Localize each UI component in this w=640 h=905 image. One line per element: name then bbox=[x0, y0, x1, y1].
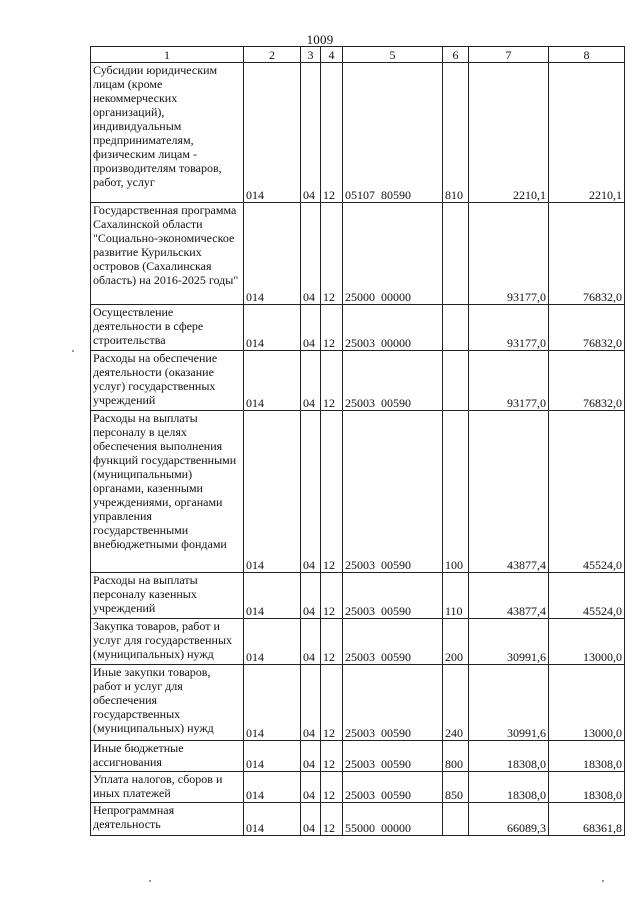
article-code-a: 25003 bbox=[345, 558, 375, 572]
article-code-b: 00590 bbox=[381, 604, 411, 618]
row-name: Закупка товаров, работ и услуг для государственных (муниципальных) нужд bbox=[91, 619, 244, 665]
table-row bbox=[91, 203, 625, 305]
article-code bbox=[343, 573, 443, 619]
table-row bbox=[91, 619, 625, 665]
column-header: 2 bbox=[244, 47, 301, 63]
amount-year-1: 66089,3 bbox=[469, 803, 549, 836]
amount-year-1: 30991,6 bbox=[469, 665, 549, 741]
section-code: 04 bbox=[301, 305, 321, 351]
article-code-a: 25003 bbox=[345, 788, 375, 802]
ministry-code: 014 bbox=[244, 772, 301, 803]
article-code bbox=[343, 203, 443, 305]
article-code-b: 00590 bbox=[381, 650, 411, 664]
article-code-a: 25003 bbox=[345, 757, 375, 771]
amount-year-2: 18308,0 bbox=[549, 772, 625, 803]
article-code-b: 00000 bbox=[381, 821, 411, 835]
subsection-code: 12 bbox=[321, 63, 343, 203]
column-header: 6 bbox=[443, 47, 469, 63]
table-row bbox=[91, 665, 625, 741]
section-code: 04 bbox=[301, 665, 321, 741]
row-name: Расходы на обеспечение деятельности (оказание услуг) государственных учреждений bbox=[91, 351, 244, 411]
column-header: 5 bbox=[343, 47, 443, 63]
expense-type-code: 810 bbox=[443, 63, 469, 203]
scan-speck bbox=[149, 880, 151, 882]
expense-type-code bbox=[443, 351, 469, 411]
amount-year-2: 13000,0 bbox=[549, 619, 625, 665]
amount-year-1: 18308,0 bbox=[469, 772, 549, 803]
section-code: 04 bbox=[301, 619, 321, 665]
article-code-b: 00590 bbox=[381, 788, 411, 802]
amount-year-2: 13000,0 bbox=[549, 665, 625, 741]
table-row bbox=[91, 411, 625, 573]
article-code-a: 25003 bbox=[345, 604, 375, 618]
expense-type-code: 200 bbox=[443, 619, 469, 665]
amount-year-1: 93177,0 bbox=[469, 305, 549, 351]
section-code: 04 bbox=[301, 803, 321, 836]
article-code-a: 25003 bbox=[345, 650, 375, 664]
article-code bbox=[343, 619, 443, 665]
section-code: 04 bbox=[301, 741, 321, 772]
subsection-code: 12 bbox=[321, 772, 343, 803]
expense-type-code bbox=[443, 305, 469, 351]
article-code-a: 25000 bbox=[345, 290, 375, 304]
table-row bbox=[91, 741, 625, 772]
article-code bbox=[343, 741, 443, 772]
table-row bbox=[91, 305, 625, 351]
ministry-code: 014 bbox=[244, 803, 301, 836]
column-header: 4 bbox=[321, 47, 343, 63]
row-name: Расходы на выплаты персоналу в целях обеспечения выполнения функций государственными (муниципальными) органами, казенными учреждениями, органами управления государственными внебюджетными фондами bbox=[91, 411, 244, 573]
header-row bbox=[91, 47, 625, 63]
amount-year-1: 2210,1 bbox=[469, 63, 549, 203]
row-name: Непрограммная деятельность bbox=[91, 803, 244, 836]
table-row bbox=[91, 351, 625, 411]
table-row bbox=[91, 63, 625, 203]
section-code: 04 bbox=[301, 203, 321, 305]
row-name: Осуществление деятельности в сфере строительства bbox=[91, 305, 244, 351]
article-code bbox=[343, 772, 443, 803]
amount-year-1: 93177,0 bbox=[469, 203, 549, 305]
table-row bbox=[91, 772, 625, 803]
row-name: Уплата налогов, сборов и иных платежей bbox=[91, 772, 244, 803]
table-row bbox=[91, 803, 625, 836]
section-code: 04 bbox=[301, 411, 321, 573]
ministry-code: 014 bbox=[244, 665, 301, 741]
row-name: Иные закупки товаров, работ и услуг для обеспечения государственных (муниципальных) нужд bbox=[91, 665, 244, 741]
article-code-b: 00000 bbox=[381, 290, 411, 304]
row-name: Иные бюджетные ассигнования bbox=[91, 741, 244, 772]
ministry-code: 014 bbox=[244, 573, 301, 619]
subsection-code: 12 bbox=[321, 573, 343, 619]
subsection-code: 12 bbox=[321, 411, 343, 573]
ministry-code: 014 bbox=[244, 63, 301, 203]
subsection-code: 12 bbox=[321, 351, 343, 411]
article-code-b: 00590 bbox=[381, 396, 411, 410]
table-row bbox=[91, 573, 625, 619]
article-code-a: 25003 bbox=[345, 726, 375, 740]
section-code: 04 bbox=[301, 351, 321, 411]
ministry-code: 014 bbox=[244, 351, 301, 411]
amount-year-1: 43877,4 bbox=[469, 573, 549, 619]
row-name: Расходы на выплаты персоналу казенных учреждений bbox=[91, 573, 244, 619]
row-name: Государственная программа Сахалинской области "Социально-экономическое развитие Курильских островов (Сахалинская область) на 2016-2025 годы" bbox=[91, 203, 244, 305]
ministry-code: 014 bbox=[244, 411, 301, 573]
expense-type-code: 850 bbox=[443, 772, 469, 803]
amount-year-2: 18308,0 bbox=[549, 741, 625, 772]
ministry-code: 014 bbox=[244, 305, 301, 351]
article-code bbox=[343, 803, 443, 836]
article-code-a: 55000 bbox=[345, 821, 375, 835]
amount-year-2: 76832,0 bbox=[549, 203, 625, 305]
amount-year-1: 93177,0 bbox=[469, 351, 549, 411]
article-code bbox=[343, 351, 443, 411]
article-code-b: 00590 bbox=[381, 726, 411, 740]
column-header: 7 bbox=[469, 47, 549, 63]
column-header: 1 bbox=[91, 47, 244, 63]
column-header: 3 bbox=[301, 47, 321, 63]
amount-year-2: 68361,8 bbox=[549, 803, 625, 836]
expense-type-code: 100 bbox=[443, 411, 469, 573]
section-code: 04 bbox=[301, 63, 321, 203]
article-code-b: 00000 bbox=[381, 336, 411, 350]
section-code: 04 bbox=[301, 772, 321, 803]
subsection-code: 12 bbox=[321, 203, 343, 305]
article-code bbox=[343, 411, 443, 573]
column-header: 8 bbox=[549, 47, 625, 63]
expense-type-code: 800 bbox=[443, 741, 469, 772]
ministry-code: 014 bbox=[244, 741, 301, 772]
expense-type-code: 110 bbox=[443, 573, 469, 619]
expense-type-code bbox=[443, 803, 469, 836]
ministry-code: 014 bbox=[244, 203, 301, 305]
amount-year-2: 45524,0 bbox=[549, 411, 625, 573]
amount-year-2: 76832,0 bbox=[549, 305, 625, 351]
row-name: Субсидии юридическим лицам (кроме некоммерческих организаций), индивидуальным предпринимателям, физическим лицам - производителям товаров, работ, услуг bbox=[91, 63, 244, 203]
amount-year-1: 30991,6 bbox=[469, 619, 549, 665]
article-code-a: 05107 bbox=[345, 188, 375, 202]
amount-year-1: 43877,4 bbox=[469, 411, 549, 573]
amount-year-2: 45524,0 bbox=[549, 573, 625, 619]
article-code bbox=[343, 665, 443, 741]
subsection-code: 12 bbox=[321, 741, 343, 772]
scan-speck bbox=[72, 350, 74, 352]
amount-year-2: 76832,0 bbox=[549, 351, 625, 411]
expense-type-code: 240 bbox=[443, 665, 469, 741]
article-code-b: 00590 bbox=[381, 757, 411, 771]
expense-type-code bbox=[443, 203, 469, 305]
article-code-a: 25003 bbox=[345, 396, 375, 410]
subsection-code: 12 bbox=[321, 305, 343, 351]
scan-speck bbox=[602, 880, 604, 882]
page-number: 1009 bbox=[306, 32, 334, 47]
subsection-code: 12 bbox=[321, 803, 343, 836]
budget-table bbox=[90, 46, 625, 836]
article-code-b: 00590 bbox=[381, 558, 411, 572]
subsection-code: 12 bbox=[321, 665, 343, 741]
article-code-a: 25003 bbox=[345, 336, 375, 350]
amount-year-2: 2210,1 bbox=[549, 63, 625, 203]
amount-year-1: 18308,0 bbox=[469, 741, 549, 772]
section-code: 04 bbox=[301, 573, 321, 619]
article-code-b: 80590 bbox=[381, 188, 411, 202]
article-code bbox=[343, 63, 443, 203]
article-code bbox=[343, 305, 443, 351]
ministry-code: 014 bbox=[244, 619, 301, 665]
subsection-code: 12 bbox=[321, 619, 343, 665]
